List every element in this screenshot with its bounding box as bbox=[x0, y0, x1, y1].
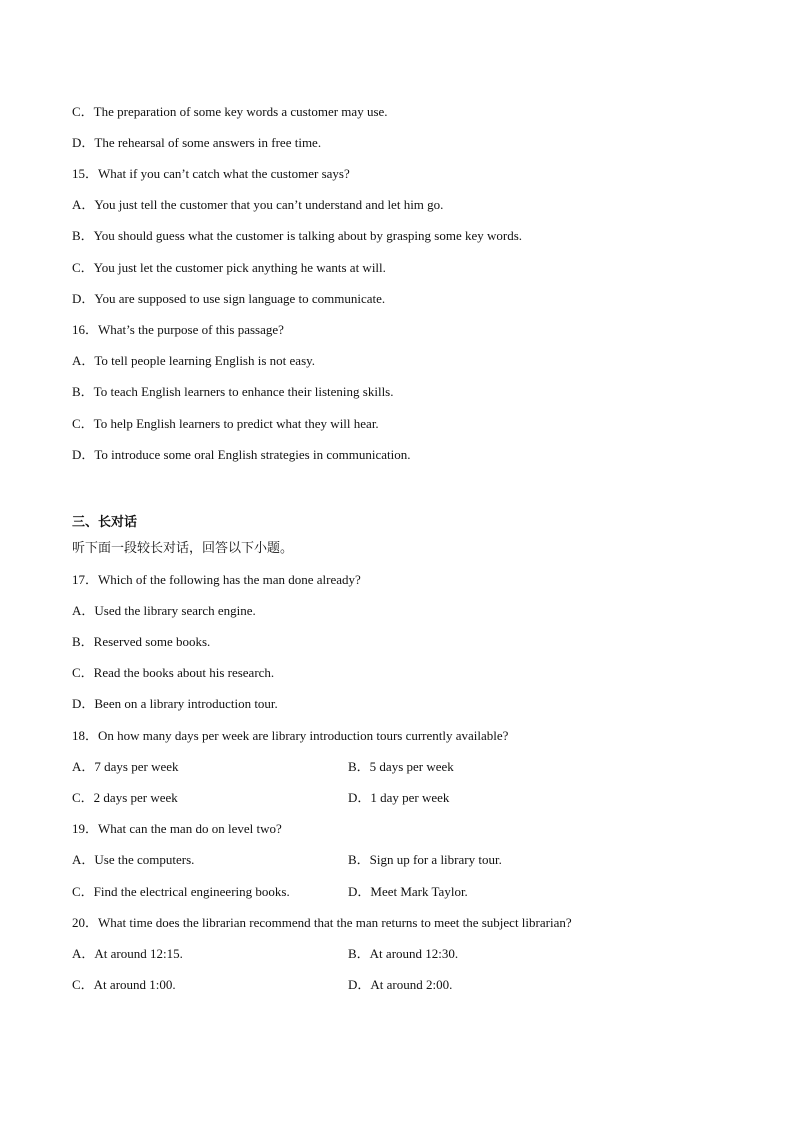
q19-option-a: A．Use the computers. bbox=[72, 852, 195, 867]
q17-option-d: D．Been on a library introduction tour. bbox=[72, 696, 278, 711]
q19-option-b: B．Sign up for a library tour. bbox=[348, 852, 502, 867]
q18-option-a: A．7 days per week bbox=[72, 759, 179, 774]
q18-option-c: C．2 days per week bbox=[72, 790, 178, 805]
q17-option-a: A．Used the library search engine. bbox=[72, 603, 256, 618]
q19-stem: 19．What can the man do on level two? bbox=[72, 821, 282, 836]
q17-option-c: C．Read the books about his research. bbox=[72, 665, 275, 680]
q16-option-d: D．To introduce some oral English strategies in communication. bbox=[72, 447, 411, 462]
q18-stem: 18．On how many days per week are library introduction tours currently available? bbox=[72, 728, 509, 743]
q14-option-c: C．The preparation of some key words a customer may use. bbox=[72, 104, 388, 119]
q20-option-d: D．At around 2:00. bbox=[348, 977, 453, 992]
q15-option-d: D．You are supposed to use sign language to communicate. bbox=[72, 291, 386, 306]
q18-option-b: B．5 days per week bbox=[348, 759, 454, 774]
q17-stem: 17．Which of the following has the man done already? bbox=[72, 572, 361, 587]
q19-option-d: D．Meet Mark Taylor. bbox=[348, 884, 468, 899]
q17-option-b: B．Reserved some books. bbox=[72, 634, 211, 649]
q20-stem: 20．What time does the librarian recommend that the man returns to meet the subject librarian? bbox=[72, 915, 572, 930]
q15-stem: 15．What if you can’t catch what the customer says? bbox=[72, 166, 350, 181]
q18-option-d: D．1 day per week bbox=[348, 790, 450, 805]
q15-option-b: B．You should guess what the customer is talking about by grasping some key words. bbox=[72, 228, 523, 243]
q15-option-a: A．You just tell the customer that you can’t understand and let him go. bbox=[72, 197, 444, 212]
q19-option-c: C．Find the electrical engineering books. bbox=[72, 884, 290, 899]
q16-stem: 16．What’s the purpose of this passage? bbox=[72, 322, 284, 337]
q20-option-a: A．At around 12:15. bbox=[72, 946, 183, 961]
q20-option-c: C．At around 1:00. bbox=[72, 977, 176, 992]
q16-option-b: B．To teach English learners to enhance their listening skills. bbox=[72, 384, 394, 399]
q16-option-c: C．To help English learners to predict what they will hear. bbox=[72, 416, 379, 431]
section-title: 三、长对话 bbox=[72, 515, 138, 530]
q14-option-d: D．The rehearsal of some answers in free time. bbox=[72, 135, 322, 150]
section-instruction: 听下面一段较长对话，回答以下小题。 bbox=[72, 541, 294, 556]
q16-option-a: A．To tell people learning English is not easy. bbox=[72, 353, 316, 368]
q15-option-c: C．You just let the customer pick anything he wants at will. bbox=[72, 260, 386, 275]
q20-option-b: B．At around 12:30. bbox=[348, 946, 459, 961]
